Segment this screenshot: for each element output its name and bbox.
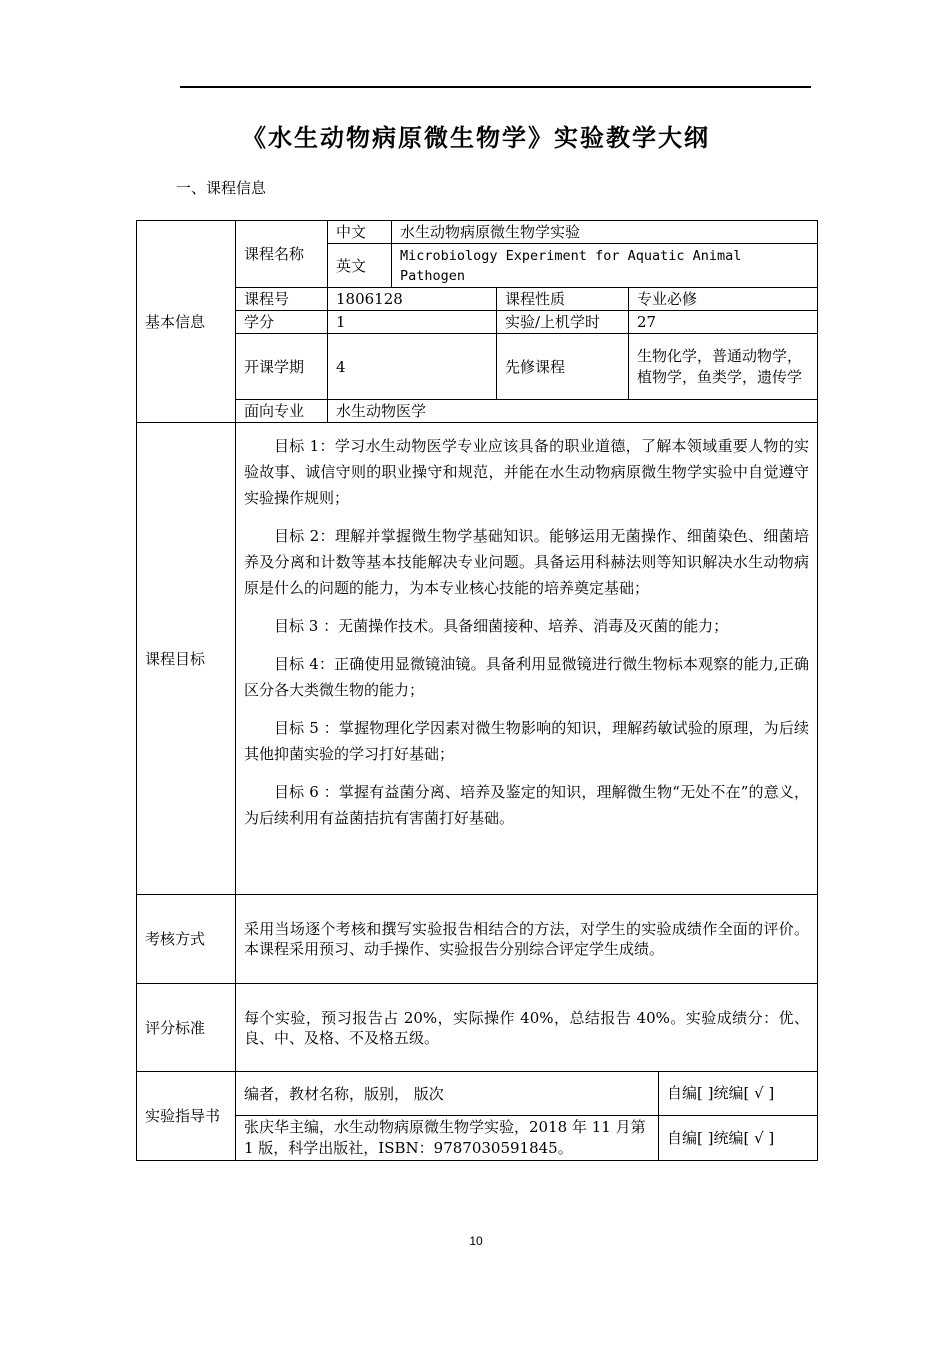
grading-text: 每个实验，预习报告占 20%，实际操作 40%，总结报告 40%。实验成绩分：优、良、中、及格、不及格五级。 (236, 984, 818, 1072)
objective-item: 目标 4：正确使用显微镜油镜。具备利用显微镜进行微生物标本观察的能力,正确区分各大类微生物的能力； (244, 655, 810, 699)
chinese-label: 中文 (328, 221, 392, 244)
objective-item: 目标 5 ：掌握物理化学因素对微生物影响的知识，理解药敏试验的原理，为后续其他抑菌实验的学习打好基础； (244, 719, 810, 763)
course-no-label: 课程号 (236, 288, 328, 311)
objective-item: 目标 2：理解并掌握微生物学基础知识。能够运用无菌操作、细菌染色、细菌培养及分离和计数等基本技能解决专业问题。具备运用科赫法则等知识解决水生动物病原是什么的问题的能力，为本专业核心技能的培养奠定基础； (244, 527, 810, 597)
semester-value: 4 (328, 334, 497, 400)
guide-book-choice: 自编[ ]统编[ √ ] (659, 1116, 818, 1161)
course-nature-value: 专业必修 (629, 288, 818, 311)
semester-label: 开课学期 (236, 334, 328, 400)
hours-label: 实验/上机学时 (497, 311, 629, 334)
english-label: 英文 (328, 244, 392, 288)
guide-header-choice: 自编[ ]统编[ √ ] (659, 1072, 818, 1116)
grading-label: 评分标准 (137, 984, 236, 1072)
credit-label: 学分 (236, 311, 328, 334)
major-label: 面向专业 (236, 400, 328, 423)
header-rule (180, 86, 811, 88)
credit-value: 1 (328, 311, 497, 334)
basic-info-label: 基本信息 (137, 221, 236, 423)
objective-item: 目标 3 ：无菌操作技术。具备细菌接种、培养、消毒及灭菌的能力； (274, 617, 729, 635)
course-name-label: 课程名称 (236, 221, 328, 288)
assessment-text: 采用当场逐个考核和撰写实验报告相结合的方法，对学生的实验成绩作全面的评价。本课程采用预习、动手操作、实验报告分别综合评定学生成绩。 (236, 895, 818, 984)
objectives-label: 课程目标 (137, 423, 236, 895)
course-info-table (136, 220, 818, 1161)
guide-header-text: 编者，教材名称，版别， 版次 (236, 1072, 659, 1116)
guide-label: 实验指导书 (137, 1072, 236, 1161)
page-number: 10 (469, 1234, 483, 1248)
guide-book-text: 张庆华主编，水生动物病原微生物学实验，2018 年 11 月第 1 版，科学出版社，ISBN：9787030591845。 (236, 1116, 659, 1161)
course-nature-label: 课程性质 (497, 288, 629, 311)
chinese-course-name: 水生动物病原微生物学实验 (392, 221, 818, 244)
document-title: 《水生动物病原微生物学》实验教学大纲 (242, 124, 710, 152)
objectives-content (236, 423, 818, 895)
course-no-value: 1806128 (328, 288, 497, 311)
major-value: 水生动物医学 (328, 400, 818, 423)
assessment-label: 考核方式 (137, 895, 236, 984)
english-course-name: Microbiology Experiment for Aquatic Animal Pathogen (392, 244, 818, 288)
objective-item: 目标 1：学习水生动物医学专业应该具备的职业道德，了解本领域重要人物的实验故事、诚信守则的职业操守和规范，并能在水生动物病原微生物学实验中自觉遵守实验操作规则； (244, 437, 810, 507)
prerequisite-value: 生物化学，普通动物学，植物学，鱼类学，遗传学 (629, 334, 818, 400)
hours-value: 27 (629, 311, 818, 334)
objective-item: 目标 6 ：掌握有益菌分离、培养及鉴定的知识，理解微生物“无处不在”的意义，为后续利用有益菌拮抗有害菌打好基础。 (244, 783, 810, 827)
prerequisite-label: 先修课程 (497, 334, 629, 400)
section-heading: 一、课程信息 (176, 179, 267, 197)
